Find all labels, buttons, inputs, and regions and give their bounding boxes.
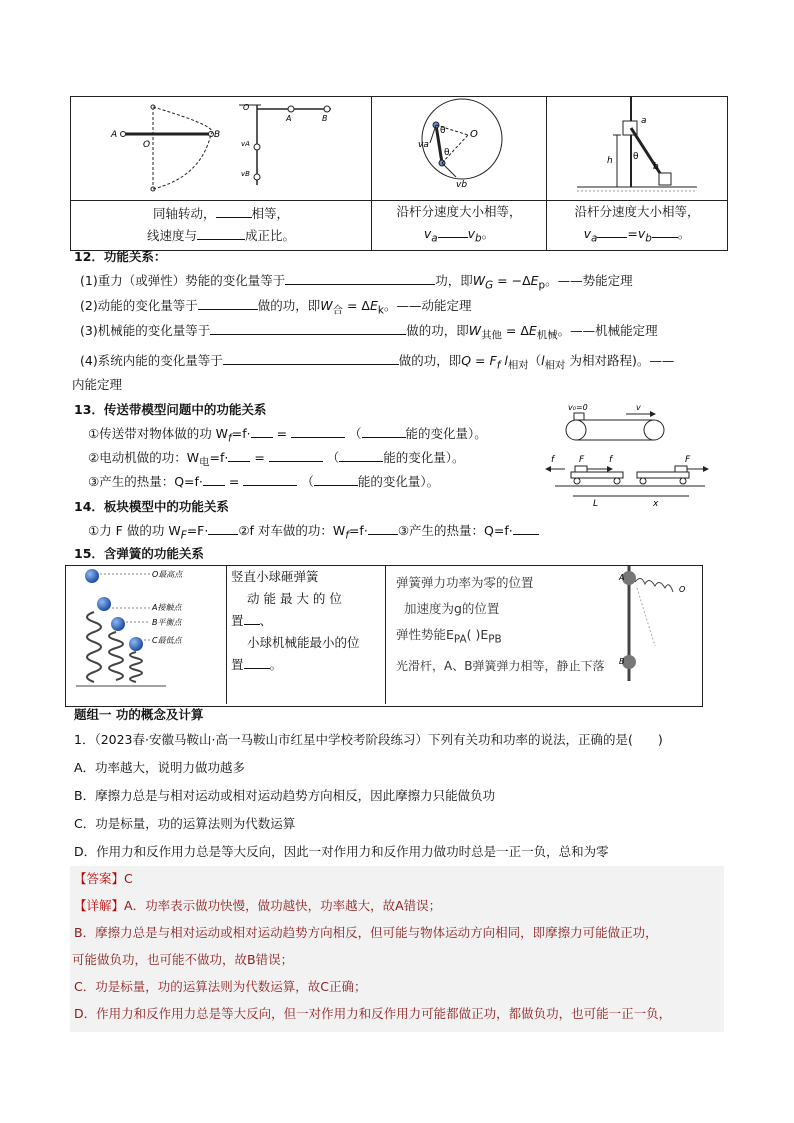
cell-coaxial-caption [71,201,372,251]
svg-text:θ: θ [444,148,450,158]
svg-text:f: f [609,455,613,465]
mid-title: 竖直小球砸弹簧 [231,569,319,584]
detail-label: 【详解】 [74,898,125,913]
section12-item4: (4)系统内能的变化量等于 做的功，即$Q = F_f$ $l_{相对}(l_{相对}$ 为相对路程)。—— [80,353,675,372]
section14-title: 14．板块模型中的功能关系 [74,499,229,514]
sliding-rod-diagram [547,97,727,197]
mid-line3: 小球机械能最小的位 [247,635,360,650]
cell-slider-figure [547,97,728,201]
answer-line [74,870,133,888]
question1-stem: 1．（2023春·安徽马鞍山·高一马鞍山市红星中学校考阶段练习）下列有关功和功率的说法，正确的是( ) [74,732,663,747]
label-va: va [418,140,429,150]
label-v0: v₀=0 [568,403,588,412]
option-C: C．功是标量，功的运算法则为代数运算 [74,816,296,831]
label-vA: vA [241,140,250,148]
rod-line3: 弹性势能E [396,627,454,642]
svg-text:O: O [243,103,250,112]
rod-in-circle-diagram [372,97,546,197]
label-F: F [579,455,585,465]
section14-items: ①力 F 做的功 $W_F=F\cdot$ ②f 对车做的功：$W_f=f\cdot$ ③产生的热量：Q=f· [88,522,539,545]
section12-item1: (1)重力（或弹性）势能的变化量等于 功，即$W_G = -\Delta E_p$。——势能定理 [80,273,633,292]
label-A-contact: A接触点 [152,603,182,612]
detail-line2: B．摩擦力总是与相对运动或相对运动趋势方向相反，但可能与物体运动方向相同，即摩擦力可能做正功， [74,925,658,940]
section13-item3: ③产生的热量：Q=f· = （ 能的变化量）。 [88,474,440,489]
option-B: B．摩擦力总是与相对运动或相对运动趋势方向相反，因此摩擦力只能做负功 [74,788,496,803]
mid-line4: 置 [231,657,244,672]
caption-text: 同轴转动， [152,206,216,222]
caption-text: 沿杆分速度大小相等， [574,204,700,219]
label-O: O [143,140,151,150]
label-vb: vb [456,180,468,190]
caption-text: 线速度与 [146,228,197,244]
rod-line1: 弹簧弹力功率为零的位置 [396,575,534,590]
option-D: D．作用力和反作用力总是等大反向，因此一对作用力和反作用力做功时总是一正一负，总和为零 [74,844,609,859]
label-v: v [636,403,641,412]
section12-item2: (2)动能的变化量等于 做的功，即$W_合 = \Delta E_k$。——动能定理 [80,298,472,317]
section12-item3: (3)机械能的变化量等于 做的功，即$W_{其他} = \Delta E_{机械}$。——机械能定理 [80,323,658,342]
label-f-left: f [551,455,555,465]
spring-rod-column: 弹簧弹力功率为零的位置 加速度为g的位置 弹性势能$E_{PA}$( )$E_{PB}$ 光滑杆，A、B弹簧弹力相等，静止下落 [396,570,696,702]
section12-item4-cont: 内能定理 [72,377,123,392]
detail-line5: D．作用力和反作用力总是等大反向，但一对作用力和反作用力可能都做正功，都做负功，也可能一正一负， [74,1006,672,1021]
rod-spring-diagram [611,566,701,681]
rod-label-B: B [619,657,625,666]
detail-line3: 可能做负功，也可能不做功，故B错误； [72,952,294,967]
label-O-highest: O最高点 [152,570,183,579]
svg-text:B: B [322,114,328,123]
rod-label-A: A [619,573,625,582]
label-a: a [641,116,647,126]
section13-item1: ①传送带对物体做的功 $W_f=f\cdot$ = （ 能的变化量）。 [88,426,487,445]
cell-circle-figure [372,97,547,201]
caption-text: 成正比。 [245,228,296,244]
spring-ball-diagram [66,566,226,704]
answer-label: 【答案】 [74,871,125,886]
rod-line4: 光滑杆，A、B弹簧弹力相等，静止下落 [396,658,605,673]
group1-title: 题组一 功的概念及计算 [74,707,204,722]
svg-text:A: A [286,114,292,123]
coaxial-rotation-diagram [71,97,371,197]
spring-figure-box [65,565,703,707]
detail-line1: 【详解】A．功率表示做功快慢，做功越快，功率越大，故A错误； [74,898,442,913]
svg-text:O: O [470,129,478,140]
detail-line4: C．功是标量，功的运算法则为代数运算，故C正确； [74,979,367,994]
section15-title: 15．含弹簧的功能关系 [74,546,204,561]
svg-text:F: F [685,455,691,465]
svg-text:θ: θ [633,152,639,162]
velocity-relations-table [70,96,728,251]
label-B-balance: B平衡点 [152,618,182,627]
answer-value: C [124,871,133,886]
spring-question-column: 竖直小球砸弹簧 动 能 最 大 的 位 置 、 小球机械能最小的位 置 。 [226,566,386,704]
label-L: L [593,499,599,509]
section13-item2: ②电动机做的功：$W_电=f\cdot$ = （ 能的变化量）。 [88,450,465,469]
rod-label-O: O [679,585,686,594]
option-A: A．功率越大，说明力做功越多 [74,760,246,775]
label-B: B [214,130,221,140]
label-C-lowest: C最低点 [152,636,182,645]
label-theta: θ [440,126,446,136]
cell-slider-caption: 沿杆分速度大小相等， $v_a =v_b$ 。 [547,201,728,251]
caption-text: 相等， [251,206,290,222]
mid-line2: 置 [231,613,244,628]
label-x: x [653,499,659,509]
label-b: b [653,162,659,172]
mid-line1: 动 能 最 大 的 位 [247,591,342,606]
cell-coaxial-figure [71,97,372,201]
rod-line2: 加速度为g的位置 [404,601,500,616]
label-h: h [607,156,613,166]
cell-circle-caption: 沿杆分速度大小相等， $v_a$ $v_b$。 [372,201,547,251]
section12-title: 12．功能关系： [74,249,167,264]
caption-text: 沿杆分速度大小相等， [396,204,522,219]
board-block-diagram [545,450,715,512]
conveyor-belt-diagram [560,400,670,446]
section13-title: 13．传送带模型问题中的功能关系 [74,402,267,417]
label-A: A [111,130,118,140]
label-vB: vB [241,170,250,178]
